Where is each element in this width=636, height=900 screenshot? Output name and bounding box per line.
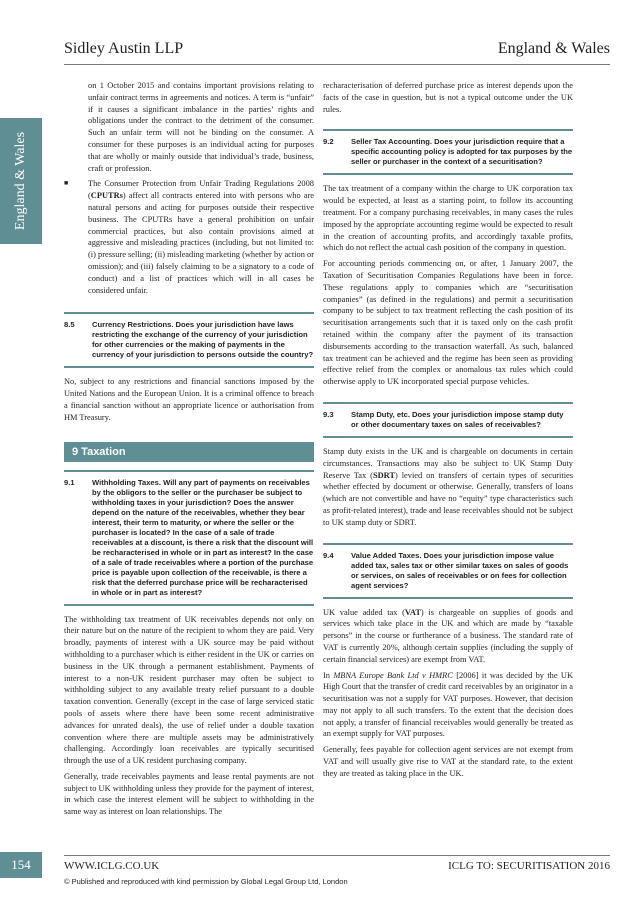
list-item <box>64 178 314 296</box>
question-text: Stamp Duty, etc. Does your jurisdiction impose stamp duty or other documentary taxes on sales of receivables? <box>351 409 564 429</box>
question-text: Seller Tax Accounting. Does your jurisdiction require that a specific accounting policy is adopted for tax purposes by the seller or purchaser in the context of a securitisation? <box>351 137 573 167</box>
side-tab <box>0 118 42 244</box>
paragraph: Generally, trade receivables payments and lease rental payments are not subject to UK withholding unless they provide for the payment of interest, in which case the interest element will be subject to withholding in the same way as interest on loan relationships. The <box>64 771 314 817</box>
question-box <box>323 402 573 438</box>
paragraph: Stamp duty exists in the UK and is chargeable on documents in certain circumstances. Transactions may also be subject to UK Stamp Duty Reserve Tax (SDRT) levied on transfers of certain types of securities whether effected by document or otherwise. Generally, transfers of loans (which are not convertible and have no “equity” type characteristics such as profit-related interest), trade and lease receivables should not be subject to UK stamp duty or SDRT. <box>323 446 573 527</box>
paragraph: UK value added tax (VAT) is chargeable on supplies of goods and services which take place in the UK and which are made by “taxable persons” in the course or furtherance of a business. The standard rate of VAT is currently 20%, although certain supplies (including the supply of certain financial services) are exempt from VAT. <box>323 607 573 664</box>
paragraph: The tax treatment of a company within the charge to UK corporation tax would be expected, at least as a starting point, to follow its accounting treatment. For a company purchasing receivables, in many cases the rules imposed by the appropriate accounting regime would be expected to result in the creation of accounting profits, and accordingly taxable profits, which do not reflect the actual cash position of the company in question. <box>323 184 573 253</box>
paragraph: For accounting periods commencing on, or after, 1 January 2007, the Taxation of Securitisation Companies Regulations have been in force. These regulations apply to companies which are “securitisation companies” (as defined in the regulations) and permit a securitisation company to be subject to tax treatment reflecting the cash position of its securitisation arrangements such that it is taxed only on the cash profit retained within the company after the payment of its transaction disbursements according to the transaction waterfall. As such, balanced tax treatment can be achieved and the regime has been seen as providing effective relief from the complex or anomalous tax rules which could otherwise apply to UK incorporated special purpose vehicles. <box>323 259 573 387</box>
footer-guide: ICLG TO: SECURITISATION 2016 <box>448 860 610 872</box>
question-text: Withholding Taxes. Will any part of payments on receivables by the obligors to the seller or the purchaser be subject to withholding taxes in your jurisdiction? Does the answer depend on the nature of the receivables, whether they bear interest, their term to maturity, or where the seller or the purchaser is located? In the case of a sale of trade receivables at a discount, is there a risk that the discount will be recharacterised in whole or in part as interest? In the case of a sale of trade receivables where a portion of the purchase price is payable upon collection of the receivable, is there a risk that the deferred purchase price will be recharacterised in whole or in part as interest? <box>92 477 314 597</box>
bullet-icon: ■ <box>64 179 69 188</box>
paragraph: recharacterisation of deferred purchase price as interest depends upon the facts of the case in question, but is not a typical outcome under the UK rules. <box>323 81 573 114</box>
question-number: 9.1 <box>64 477 75 487</box>
paragraph: In MBNA Europe Bank Ltd v HMRC [2006] it was decided by the UK High Court that the transfer of credit card receivables by an originator in a securitisation was not a supply for VAT purposes. However, that decision may not apply to all such transfers. To the extent that the decision does not apply, a transfer of financial receivables would generally be treated as an exempt supply for VAT purposes. <box>323 670 573 739</box>
list-item <box>64 80 314 174</box>
question-text: Value Added Taxes. Does your jurisdiction impose value added tax, sales tax or other similar taxes on sales of goods or services, on sales of receivables or on fees for collection agent services? <box>351 550 569 590</box>
question-box <box>64 470 314 606</box>
question-text: Currency Restrictions. Does your jurisdiction have laws restricting the exchange of the currency of your jurisdiction for other currencies or the making of payments in the currency of your jurisdiction to persons outside the country? <box>92 320 314 360</box>
question-number: 9.4 <box>323 550 334 560</box>
right-column <box>323 80 573 784</box>
header-jurisdiction: England & Wales <box>497 40 610 57</box>
paragraph: The Consumer Protection from Unfair Trading Regulations 2008 (CPUTRs) affect all contracts entered into with persons who are natural persons and acting for purposes outside their respective business. The CPUTRs have a general prohibition on unfair commercial practices, but also contain provisions aimed at aggressive and misleading practices (including, but not limited to: (i) pressure selling; (ii) misleading marketing (whether by action or omission); and (iii) falsely claiming to be a signatory to a code of conduct) and a list of practices which will in all cases be considered unfair. <box>88 179 314 295</box>
side-tab-label: England & Wales <box>13 131 28 231</box>
footer-copyright: © Published and reproduced with kind permission by Global Legal Group Ltd, London <box>64 877 348 886</box>
question-number: 8.5 <box>64 320 75 330</box>
section-heading: 9 Taxation <box>64 442 314 462</box>
question-number: 9.2 <box>323 137 334 147</box>
question-box <box>64 312 314 368</box>
paragraph: The withholding tax treatment of UK receivables depends not only on their nature but on the nature of the recipient to whom they are paid. Very broadly, payments of interest with a UK source may be paid without withholding to a purchaser which is either resident in the UK or carries on business in the UK through a permanent establishment. Payments of interest to a non-UK resident purchaser may often be subject to withholding subject to any available treaty relief pursuant to a double taxation convention. Generally (except in the case of large serviced static pools of assets where there have been some recent administrative advances for unrated deals), the use of relief under a double taxation convention where there are multiple assets may be administratively challenging. Accordingly loan receivables are typically securitised through the use of a UK resident purchasing company. <box>64 614 314 766</box>
header-firm: Sidley Austin LLP <box>64 40 184 57</box>
footer-url: WWW.ICLG.CO.UK <box>64 860 160 872</box>
header-rule <box>64 64 610 65</box>
question-box <box>323 543 573 599</box>
footer-rule <box>64 855 610 856</box>
question-box <box>323 129 573 175</box>
question-number: 9.3 <box>323 409 334 419</box>
paragraph: No, subject to any restrictions and financial sanctions imposed by the United Nations and the European Union. It is a criminal offence to breach a financial sanction without an appropriate licence or authorisation from HM Treasury. <box>64 377 314 422</box>
paragraph: Generally, fees payable for collection agent services are not exempt from VAT and will usually give rise to VAT at the standard rate, to the extent they are treated as taking place in the UK. <box>323 745 573 778</box>
left-column <box>64 80 314 822</box>
paragraph: on 1 October 2015 and contains important provisions relating to unfair contract terms in agreements and notices. A term is “unfair” if it causes a significant imbalance in the parties’ rights and obligations under the contract to the detriment of the consumer. Such an unfair term will not be binding on the consumer. A consumer for these purposes is an individual acting for purposes that are wholly or mainly outside that individual’s trade, business, craft or profession. <box>88 81 314 173</box>
page-number: 154 <box>0 852 42 878</box>
